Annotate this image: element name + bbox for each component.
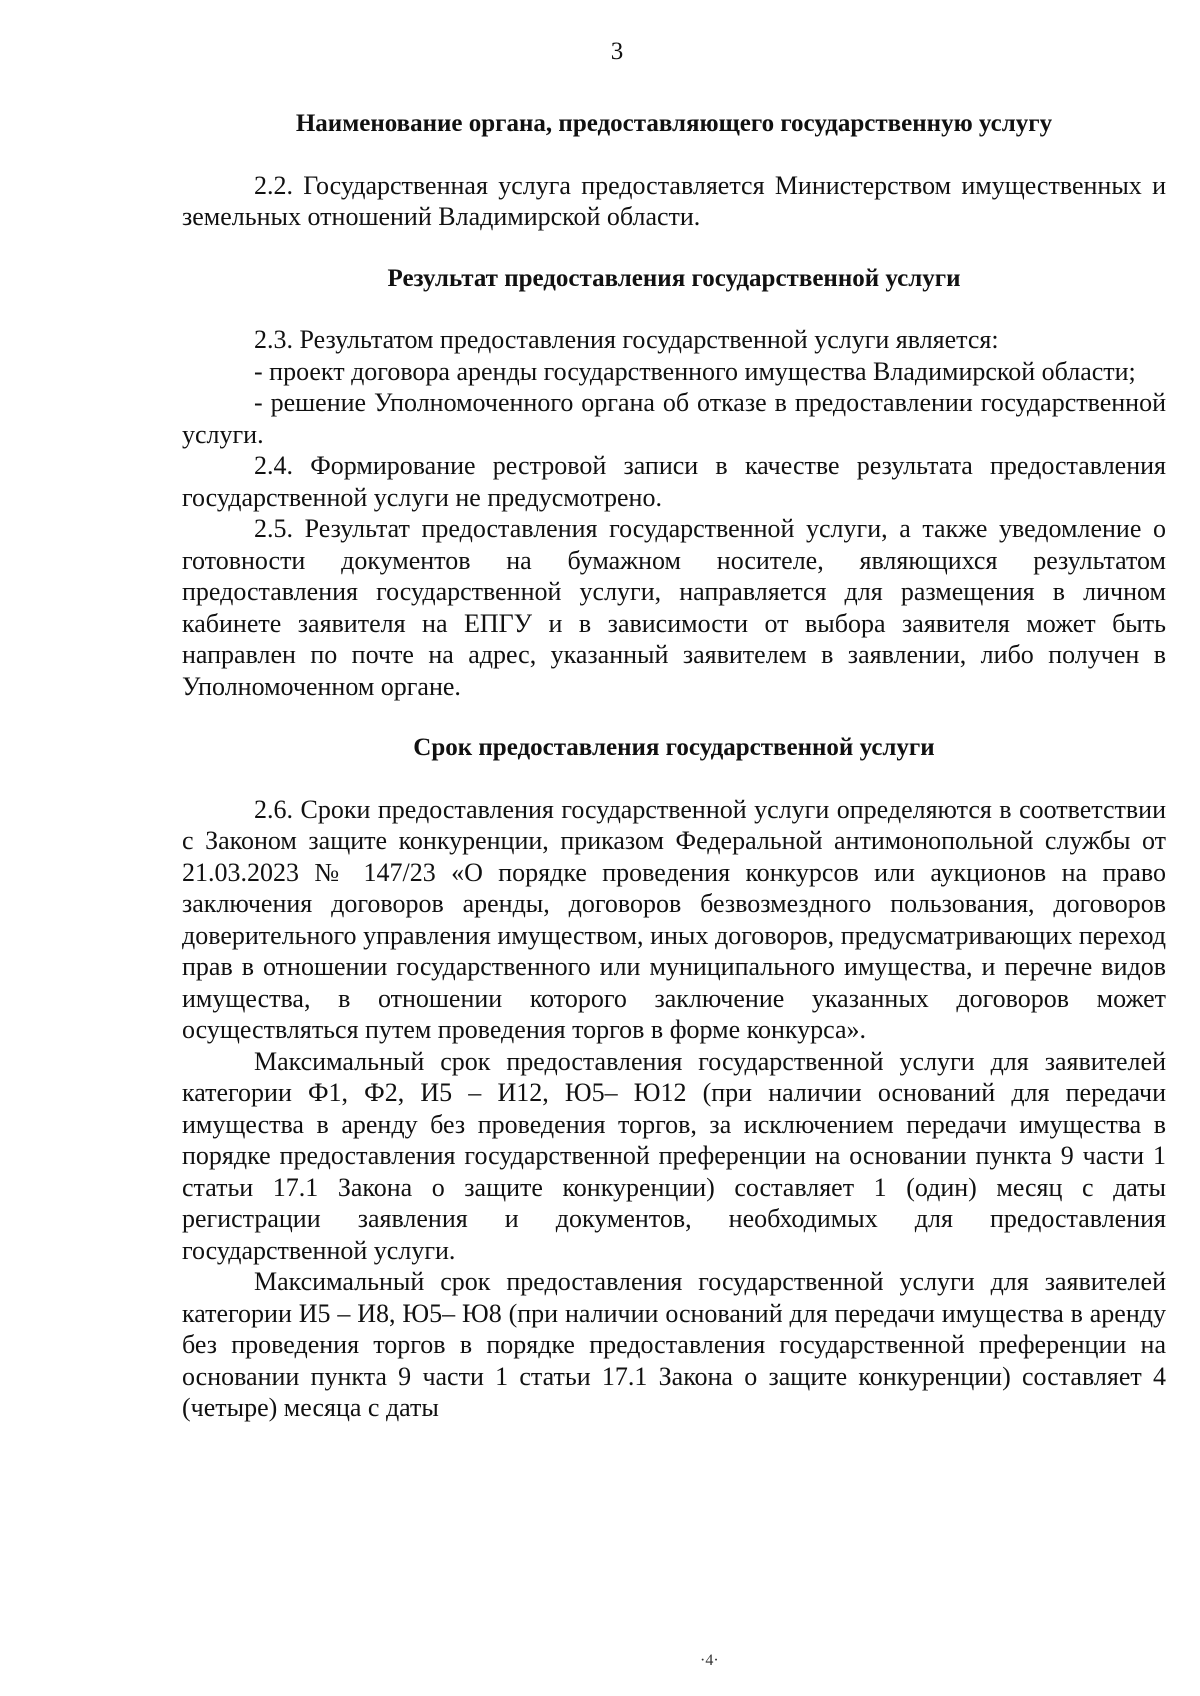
paragraph-2-3: 2.3. Результатом предоставления государственной услуги является: <box>254 325 999 354</box>
paragraph-2-6: 2.6. Сроки предоставления государственной услуги определяются в соответствии с Законом защите конкуренции, приказом Федеральной антимонопольной службы от 21.03.2023 № 147/23 «О порядке проведения конкурсов или аукционов на право заключения договоров аренды, договоров безвозмездного пользования, договоров доверительного управления имуществом, иных договоров, предусматривающих переход прав в отношении государственного или муниципального имущества, и перечне видов имущества, в отношении которого заключение указанных договоров может осуществляться путем проведения торгов в форме конкурса». <box>182 794 1166 1044</box>
page-number: 3 <box>610 38 624 65</box>
document-body <box>182 108 1166 1424</box>
heading-term: Срок предоставления государственной услуги <box>413 734 935 761</box>
paragraph-result-item-2: - решение Уполномоченного органа об отказе в предоставлении государственной услуги. <box>182 388 1166 449</box>
paragraph-result-item-1: - проект договора аренды государственного имущества Владимирской области; <box>254 356 1136 386</box>
heading-result: Результат предоставления государственной услуги <box>387 264 961 292</box>
paragraph-2-2: 2.2. Государственная услуга предоставляется Министерством имущественных и земельных отношений Владимирской области. <box>182 170 1166 231</box>
heading-organ: Наименование органа, предоставляющего государственную услугу <box>295 110 1053 137</box>
paragraph-2-5: 2.5. Результат предоставления государственной услуги, а также уведомление о готовности документов на бумажном носителе, являющихся результатом предоставления государственной услуги, направляется для размещения в личном кабинете заявителя на ЕПГУ и в зависимости от выбора заявителя может быть направлен по почте на адрес, указанный заявителем в заявлении, либо получен в Уполномоченном органе. <box>182 514 1166 701</box>
paragraph-max-term-2: Максимальный срок предоставления государственной услуги для заявителей категории И5 – И8, Ю5– Ю8 (при наличии оснований для передачи имущества в аренду без проведения торгов в порядке предоставления государственной преференции на основании пункта 9 части 1 статьи 17.1 Закона о защите конкуренции) составляет 4 (четыре) месяца с даты <box>182 1267 1166 1422</box>
footer-mark: ·4· <box>700 1652 719 1669</box>
paragraph-max-term-1: Максимальный срок предоставления государственной услуги для заявителей категории Ф1, Ф2, И5 – И12, Ю5– Ю12 (при наличии оснований для передачи имущества в аренду без проведения торгов, за исключением передачи имущества в порядке предоставления государственной преференции на основании пункта 9 части 1 статьи 17.1 Закона о защите конкуренции) составляет 1 (один) месяц с даты регистрации заявления и документов, необходимых для предоставления государственной услуги. <box>182 1046 1166 1265</box>
paragraph-2-4: 2.4. Формирование рестровой записи в качестве результата предоставления государственной услуги не предусмотрено. <box>182 451 1166 512</box>
